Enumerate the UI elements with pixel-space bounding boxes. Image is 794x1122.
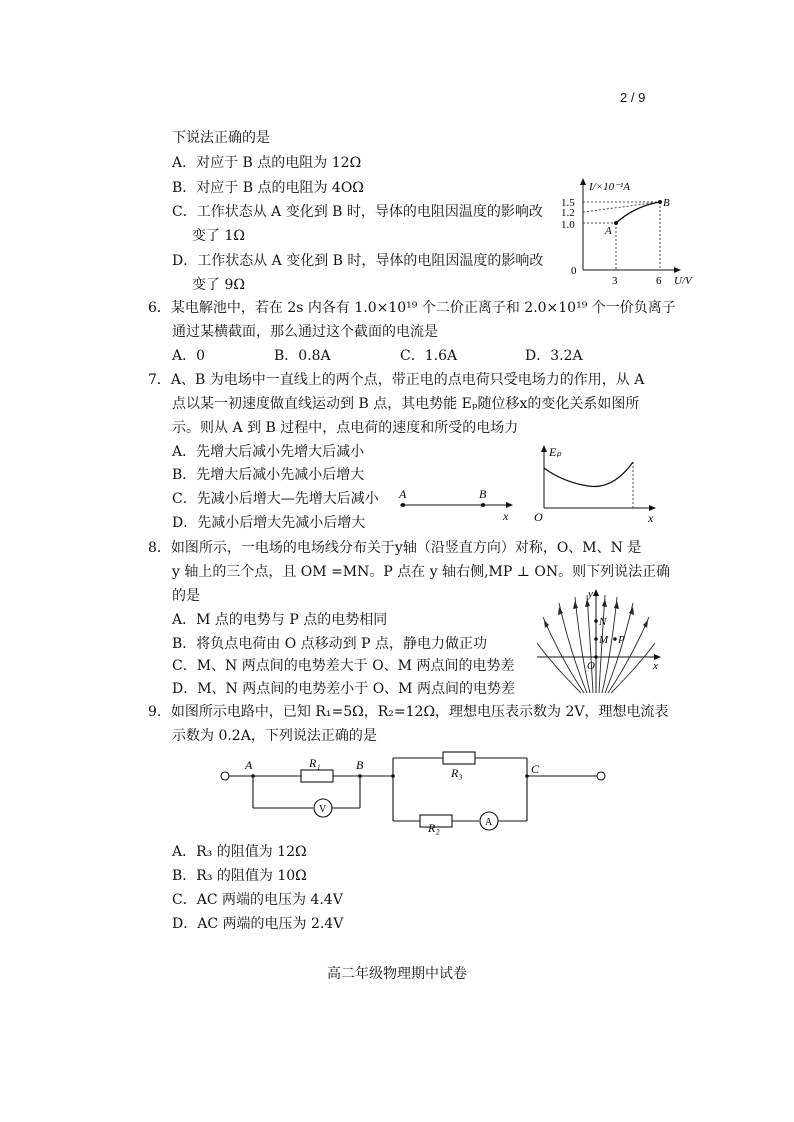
q7-line-3: 示。则从 A 到 B 过程中，点电荷的速度和所受的电场力 <box>172 420 519 436</box>
iu-graph <box>555 172 692 287</box>
q7-line-1: 7．A、B 为电场中一直线上的两个点，带正电的点电荷只受电场力的作用，从 A <box>148 372 645 388</box>
circuit-r1-label: R₁ <box>309 756 321 770</box>
field-point-n: N <box>599 616 607 628</box>
q5-option-d: D．工作状态从 A 变化到 B 时，导体的电阻因温度的影响改 <box>172 253 544 269</box>
ab-line-figure <box>395 485 520 525</box>
ab-point-a: A <box>399 487 407 501</box>
field-point-o: O <box>587 660 595 672</box>
q5-option-a: A．对应于 B 点的电阻为 12Ω <box>172 155 362 171</box>
field-lines-figure <box>535 585 665 697</box>
q6-line-2: 通过某横截面，那么通过这个截面的电流是 <box>172 324 438 340</box>
q6-option-b: B．0.8A <box>274 348 331 364</box>
circuit-node-a: A <box>245 758 253 772</box>
iu-ylabel: I/×10⁻¹A <box>589 181 630 193</box>
q9-option-b: B．R₃ 的阻值为 10Ω <box>172 868 307 884</box>
field-y-label: y <box>588 588 593 600</box>
iu-xtick-1: 3 <box>612 275 618 287</box>
q5-option-c: C．工作状态从 A 变化到 B 时，导体的电阻因温度的影响改 <box>172 204 543 220</box>
q7-line-2: 点以某一初速度做直线运动到 B 点，其电势能 Eₚ随位移x的变化关系如图所 <box>172 396 640 412</box>
iu-ytick-1: 1.5 <box>561 197 575 209</box>
circuit-node-b: B <box>356 758 364 772</box>
iu-point-b: B <box>663 197 670 209</box>
circuit-node-c: C <box>531 762 540 776</box>
voltmeter-icon: V <box>319 804 327 815</box>
q7-option-c: C．先减小后增大—先增大后减小 <box>172 491 379 507</box>
q9-option-a: A．R₃ 的阻值为 12Ω <box>172 844 307 860</box>
q5-text: 下说法正确的是 <box>172 130 270 146</box>
circuit-r3-label: R₃ <box>451 766 463 780</box>
ab-x-label: x <box>503 509 509 523</box>
q7-option-a: A．先增大后减小先增大后减小 <box>172 444 365 460</box>
q9-option-c: C．AC 两端的电压为 4.4V <box>172 892 343 908</box>
page-footer: 高二年级物理期中试卷 <box>327 965 467 981</box>
q9-line-1: 9．如图所示电路中，已知 R₁=5Ω，R₂=12Ω，理想电压表示数为 2V，理想电流表 <box>148 704 669 720</box>
q5-option-b: B．对应于 B 点的电阻为 4OΩ <box>172 180 364 196</box>
ab-point-b: B <box>479 487 487 501</box>
ep-ylabel: Eₚ <box>549 445 562 459</box>
q5-option-d-cont: 变了 9Ω <box>192 277 245 293</box>
q8-option-b: B．将负点电荷由 O 点移动到 P 点，静电力做正功 <box>172 636 487 652</box>
q9-option-d: D．AC 两端的电压为 2.4V <box>172 916 344 932</box>
iu-ytick-4: 0 <box>571 265 577 277</box>
q8-line-3: 的是 <box>172 588 200 604</box>
q7-option-b: B．先增大后减小先减小后增大 <box>172 467 365 483</box>
page-number: 2 / 9 <box>620 90 646 105</box>
iu-ytick-2: 1.2 <box>561 207 575 219</box>
q6-option-d: D．3.2A <box>525 348 583 364</box>
ep-origin: O <box>534 510 543 524</box>
q5-option-c-cont: 变了 1Ω <box>192 228 245 244</box>
circuit-r2-label: R₂ <box>428 821 440 835</box>
iu-point-a: A <box>605 225 612 237</box>
q6-option-a: A．0 <box>172 348 206 364</box>
ammeter-icon: A <box>485 817 493 828</box>
q6-line-1: 6．某电解池中，若在 2s 内各有 1.0×10¹⁹ 个二价正离子和 2.0×10¹⁹ 个一价负离子 <box>148 300 676 316</box>
circuit-diagram <box>215 745 615 835</box>
iu-xtick-2: 6 <box>656 275 662 287</box>
q9-line-2: 示数为 0.2A，下列说法正确的是 <box>172 728 377 744</box>
ep-x-label: x <box>648 511 654 525</box>
field-point-m: M <box>599 634 609 646</box>
q8-option-c: C．M、N 两点间的电势差大于 O、M 两点间的电势差 <box>172 658 515 674</box>
q6-option-c: C．1.6A <box>400 348 458 364</box>
field-x-label: x <box>653 660 658 672</box>
q8-option-d: D．M、N 两点间的电势差小于 O、M 两点间的电势差 <box>172 681 515 697</box>
iu-ytick-3: 1.0 <box>561 219 575 231</box>
iu-xlabel: U/V <box>674 275 692 287</box>
ep-graph <box>528 442 663 527</box>
field-point-p: P <box>618 634 625 646</box>
q8-line-1: 8．如图所示，一电场的电场线分布关于y轴（沿竖直方向）对称，O、M、N 是 <box>148 540 642 556</box>
q8-option-a: A．M 点的电势与 P 点的电势相同 <box>172 612 388 628</box>
q7-option-d: D．先减小后增大先减小后增大 <box>172 515 366 531</box>
q8-line-2: y 轴上的三个点，且 OM =MN。P 点在 y 轴右侧,MP ⊥ ON。则下列说法正确 <box>172 564 671 580</box>
